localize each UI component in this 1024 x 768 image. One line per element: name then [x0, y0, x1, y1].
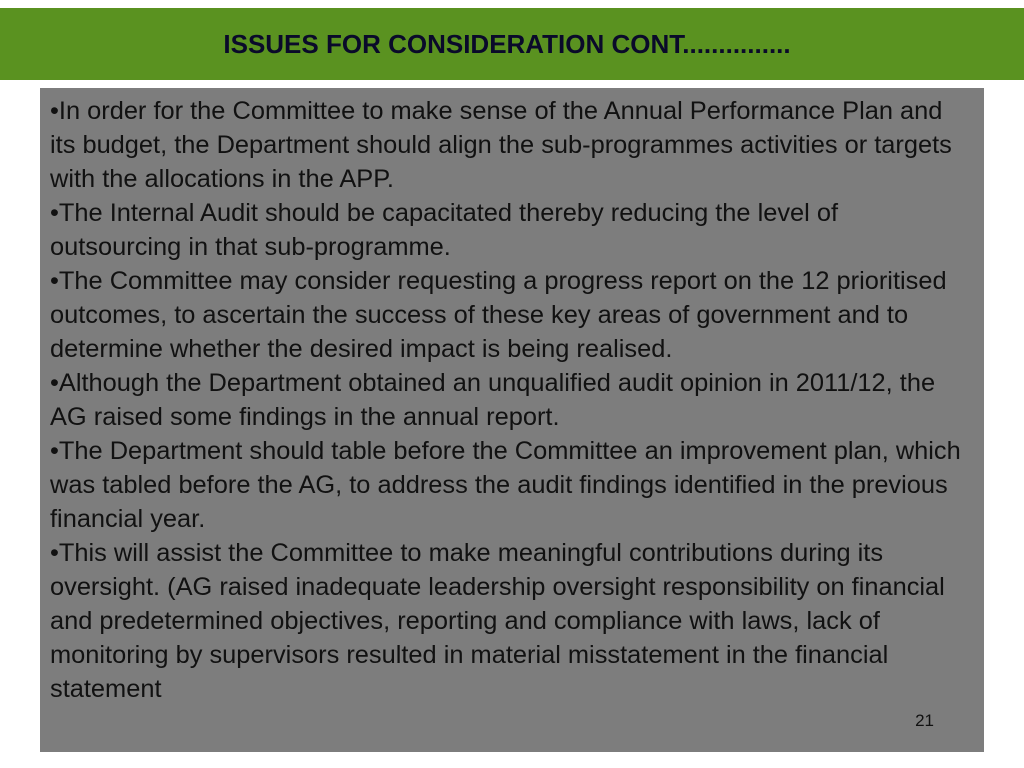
title-bar	[0, 8, 1024, 80]
slide-title: ISSUES FOR CONSIDERATION CONT...............	[223, 28, 791, 59]
bullet-list	[50, 94, 974, 706]
bullet-item-align-budget: •In order for the Committee to make sense of the Annual Performance Plan and its budget, the Department should align the sub-programmes activities or targets with the allocations in the APP.	[50, 97, 952, 193]
page-number: 21	[915, 711, 934, 730]
bullet-item-audit-opinion: •Although the Department obtained an unqualified audit opinion in 2011/12, the AG raised some findings in the annual report.	[50, 369, 936, 431]
content-box	[40, 88, 984, 752]
bullet-item-progress-report: •The Committee may consider requesting a progress report on the 12 prioritised outcomes, to ascertain the success of these key areas of government and to determine whether the desired impact is being realised.	[50, 267, 947, 363]
bullet-item-internal-audit: •The Internal Audit should be capacitated thereby reducing the level of outsourcing in that sub-programme.	[50, 199, 839, 261]
bullet-item-oversight: •This will assist the Committee to make meaningful contributions during its oversight. (AG raised inadequate leadership oversight responsibility on financial and predetermined objectives, reporting and compliance with laws, lack of monitoring by supervisors resulted in material misstatement in the financial statement	[50, 539, 945, 703]
bullet-item-improvement-plan: •The Department should table before the Committee an improvement plan, which was tabled before the AG, to address the audit findings identified in the previous financial year.	[50, 437, 961, 533]
